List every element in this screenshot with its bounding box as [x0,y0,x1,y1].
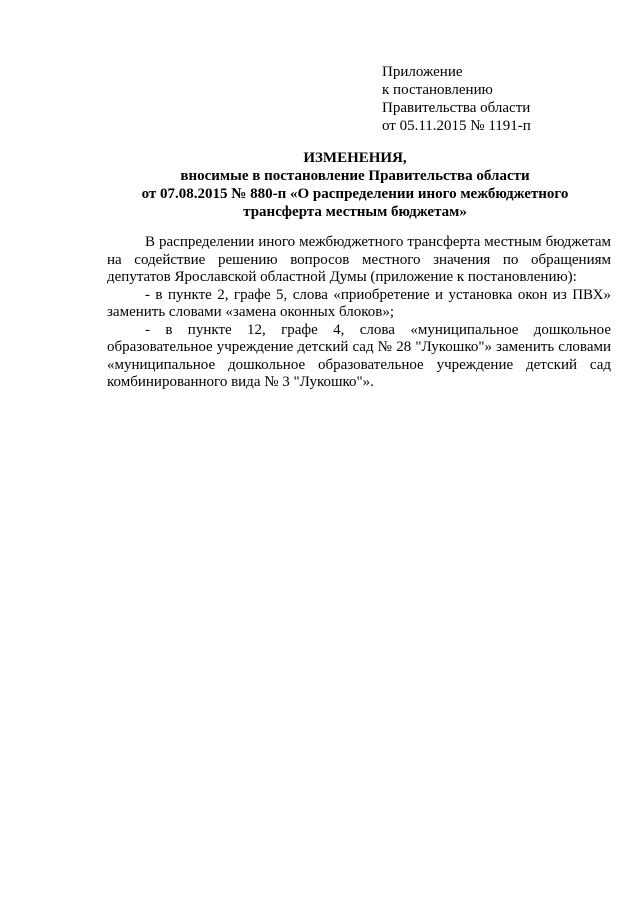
document-body [107,234,611,392]
document-heading [100,149,610,221]
heading-line-2: вносимые в постановление Правительства области [180,168,530,184]
body-item-1: - в пункте 2, графе 5, слова «приобретение и установка окон из ПВХ» заменить словами «замена оконных блоков»; [107,286,611,320]
appendix-line-2: к постановлению [382,82,493,98]
appendix-line-1: Приложение [382,64,463,80]
heading-title: ИЗМЕНЕНИЯ, [303,150,407,166]
appendix-block [382,63,612,135]
body-item-2: - в пункте 12, графе 4, слова «муниципальное дошкольное образовательное учреждение детский сад № 28 "Лукошко"» заменить словами «муниципальное дошкольное образовательное учреждение детский сад комбинированного вида № 3 "Лукошко"». [107,321,611,390]
heading-line-3: от 07.08.2015 № 880-п «О распределении иного межбюджетного [141,186,569,202]
body-intro-paragraph: В распределении иного межбюджетного трансферта местным бюджетам на содействие решению вопросов местного значения по обращениям депутатов Ярославской областной Думы (приложение к постановлению): [107,234,611,285]
appendix-line-4: от 05.11.2015 № 1191-п [382,118,531,134]
appendix-line-3: Правительства области [382,100,531,116]
heading-line-4: трансферта местным бюджетам» [243,204,467,220]
